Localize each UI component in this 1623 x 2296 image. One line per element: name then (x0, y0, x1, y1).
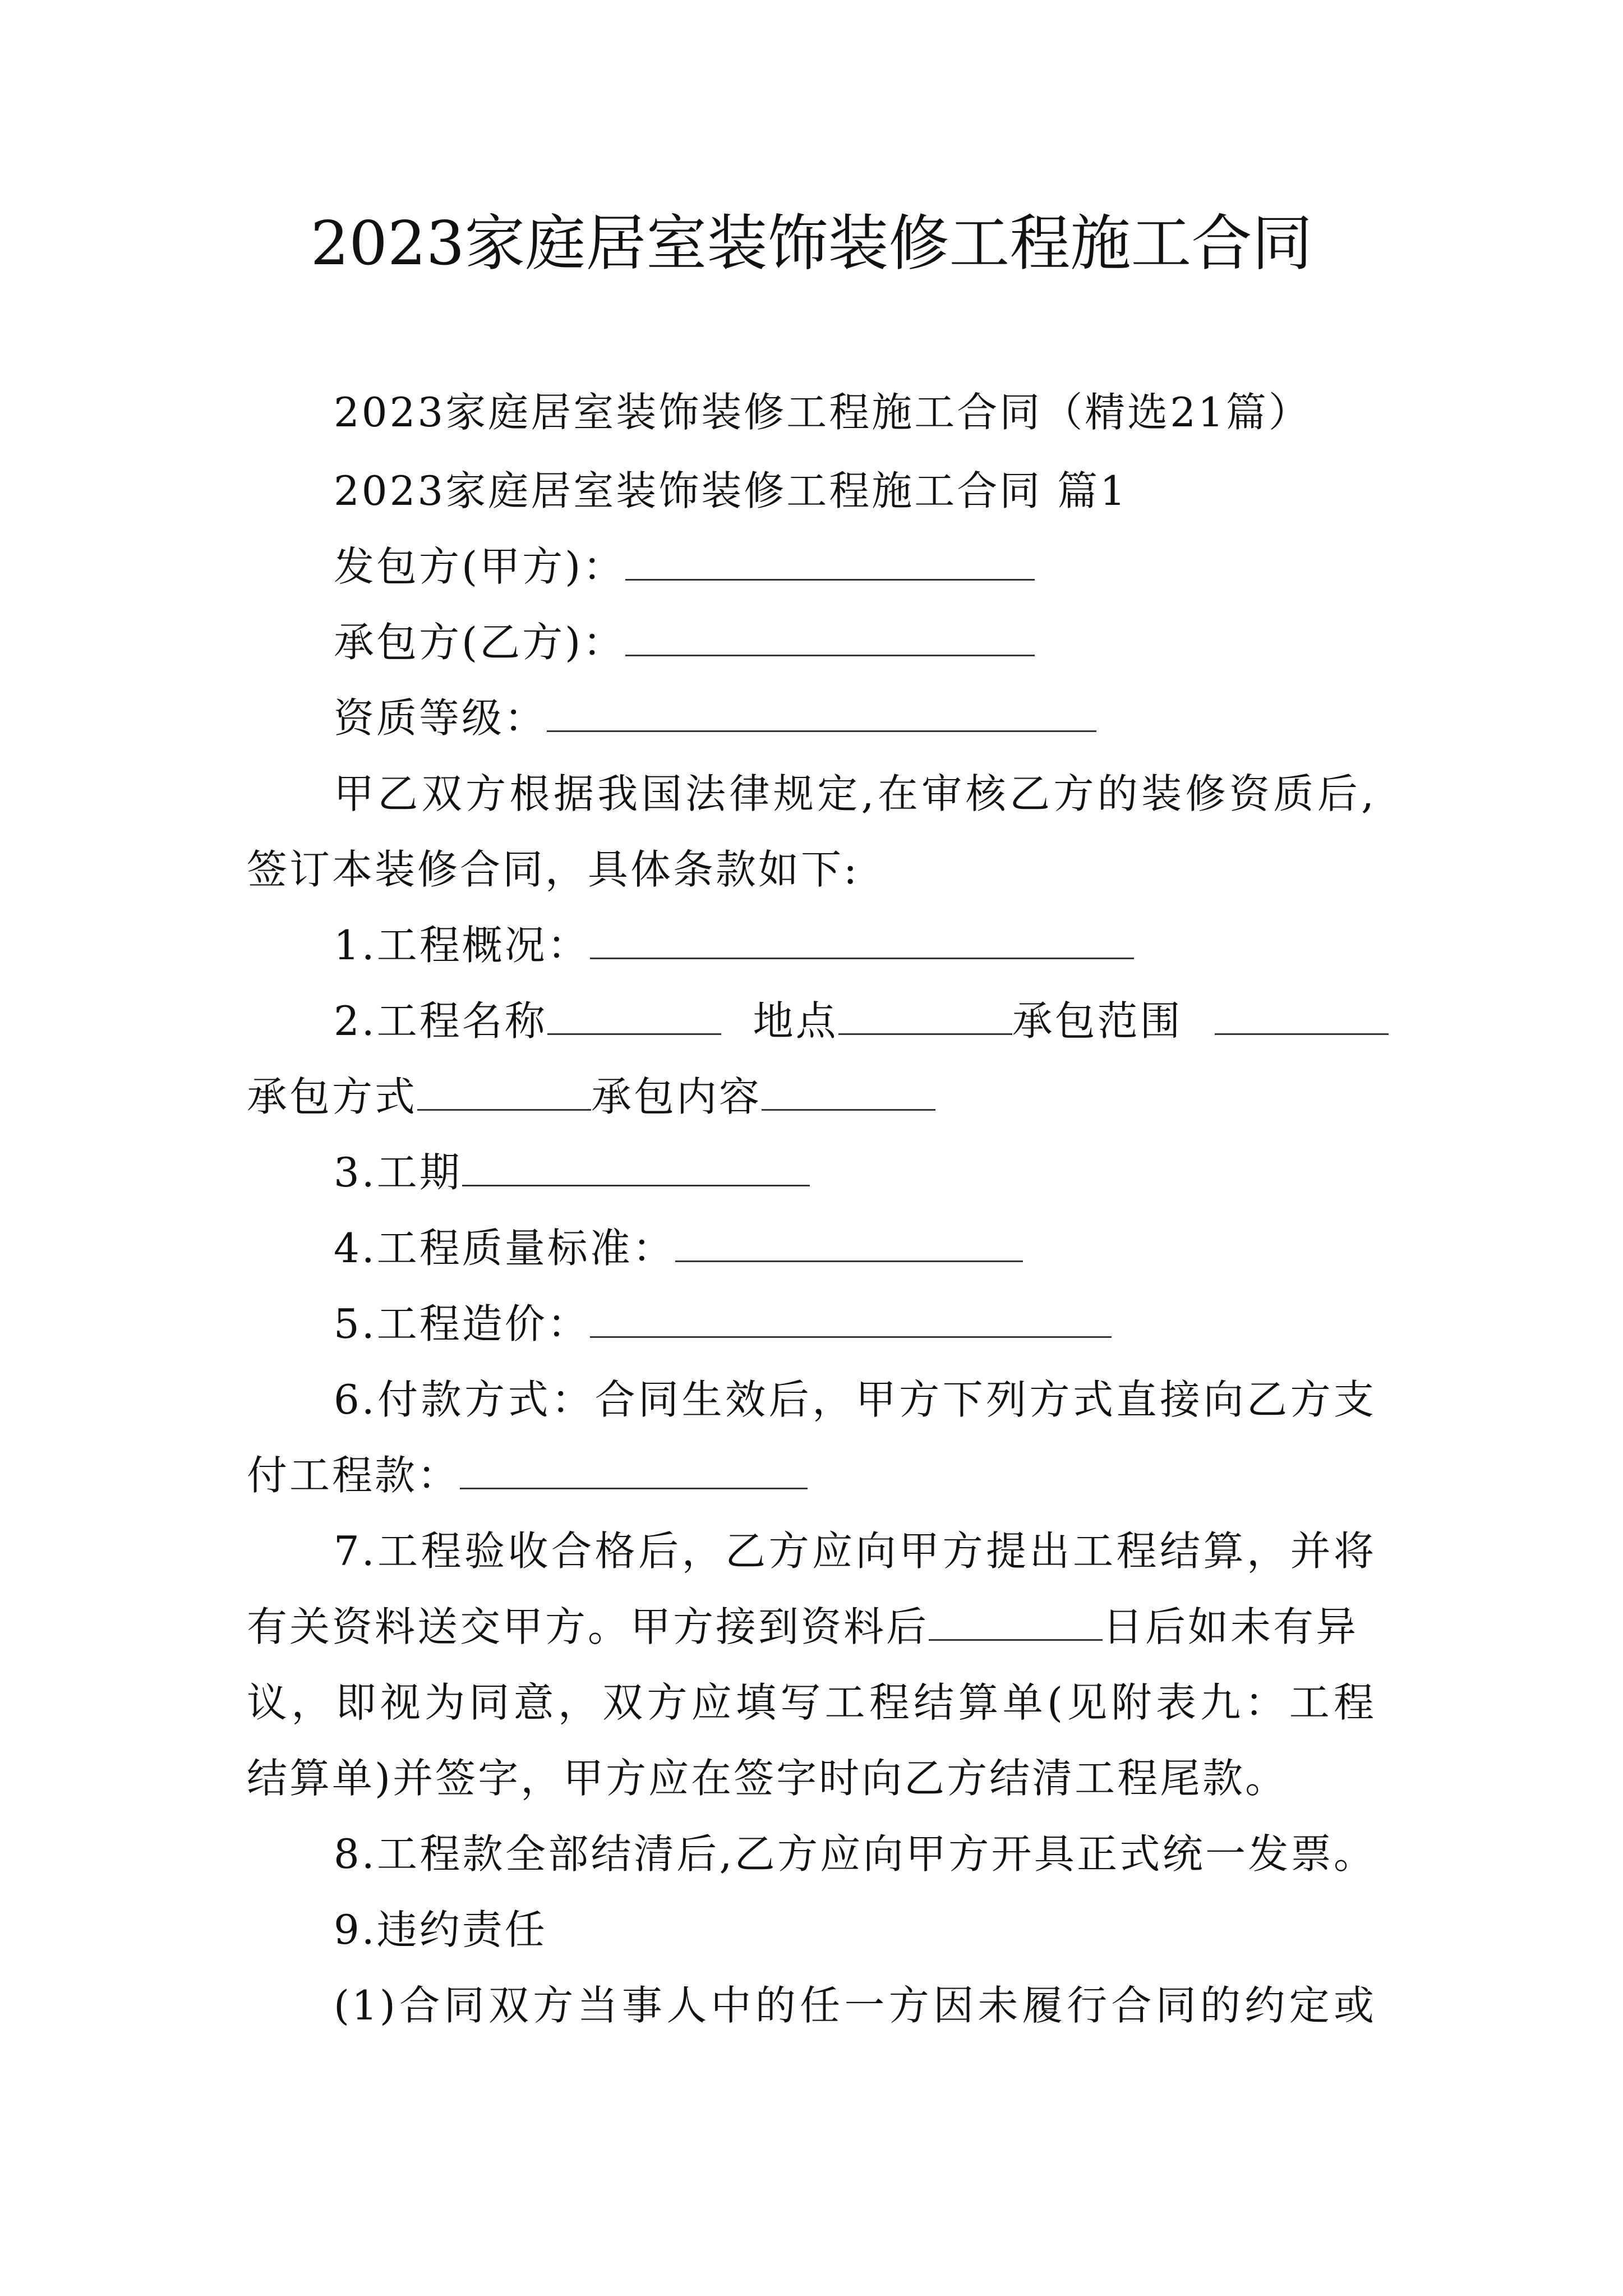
paragraph-line: 议，即视为同意，双方应填写工程结算单(见附表九：工程 (247, 1679, 1376, 1726)
clause-4-line (334, 1220, 1023, 1276)
clause-1-blank (590, 922, 1134, 959)
qualification-blank (547, 694, 1096, 732)
payment-blank (460, 1452, 808, 1489)
project-name-label: 2.工程名称 (334, 997, 547, 1045)
paragraph-line (247, 1599, 1358, 1655)
paragraph-line: 结算单)并签字，甲方应在签字时向乙方结清工程尾款。 (247, 1755, 1288, 1802)
payment-label: 付工程款： (247, 1452, 460, 1499)
collection-heading: 2023家庭居室装饰装修工程施工合同（精选21篇） (334, 389, 1311, 436)
contract-content-label: 承包内容 (591, 1073, 762, 1120)
contract-content-blank (762, 1073, 935, 1111)
clause-1-line (334, 917, 1134, 973)
days-blank (929, 1603, 1103, 1641)
scope-label: 承包范围 (1012, 997, 1183, 1045)
payment-line (247, 1447, 808, 1503)
cost-blank (590, 1300, 1112, 1338)
clause-5-line (334, 1296, 1112, 1352)
quality-blank (675, 1225, 1023, 1262)
paragraph-line: 7.工程验收合格后，乙方应向甲方提出工程结算，并将 (334, 1527, 1376, 1575)
contract-mode-label: 承包方式 (247, 1073, 418, 1120)
qualification-label: 资质等级： (334, 694, 547, 742)
paragraph-line: 8.工程款全部结清后,乙方应向甲方开具正式统一发票。 (334, 1830, 1376, 1878)
contract-mode-line (247, 1069, 935, 1125)
paragraph-line: 签订本装修合同，具体条款如下: (247, 846, 860, 893)
duration-blank (462, 1149, 810, 1186)
contract-mode-blank (417, 1073, 591, 1111)
qualification-line (334, 690, 1096, 746)
party-a-label: 发包方(甲方)： (334, 543, 626, 590)
quality-label: 4.工程质量标准： (334, 1225, 675, 1272)
duration-label: 3.工期 (334, 1149, 462, 1196)
paragraph-line: 6.付款方式：合同生效后，甲方下列方式直接向乙方支 (334, 1376, 1376, 1423)
location-blank (838, 997, 1012, 1035)
clause-3-line (334, 1144, 810, 1200)
paragraph-line: (1)合同双方当事人中的任一方因未履行合同的约定或 (334, 1982, 1376, 2029)
section-heading: 2023家庭居室装饰装修工程施工合同 篇1 (334, 467, 1128, 514)
location-label: 地点 (753, 997, 838, 1045)
document-title: 2023家庭居室装饰装修工程施工合同 (310, 209, 1313, 279)
party-a-line (334, 539, 1035, 595)
clause-9-heading: 9.违约责任 (334, 1906, 547, 1953)
cost-label: 5.工程造价： (334, 1300, 590, 1347)
days-suffix: 日后如未有异 (1103, 1603, 1359, 1650)
party-b-blank (625, 619, 1035, 656)
clause-1-label: 1.工程概况： (334, 922, 590, 969)
days-prefix: 有关资料送交甲方。甲方接到资料后 (247, 1603, 929, 1650)
party-a-blank (625, 543, 1035, 581)
party-b-label: 承包方(乙方)： (334, 619, 626, 666)
clause-2-line (334, 993, 1389, 1049)
paragraph-line: 甲乙双方根据我国法律规定,在审核乙方的装修资质后, (334, 770, 1376, 817)
party-b-line (334, 614, 1035, 670)
project-name-blank (547, 997, 721, 1035)
scope-blank (1215, 997, 1389, 1035)
